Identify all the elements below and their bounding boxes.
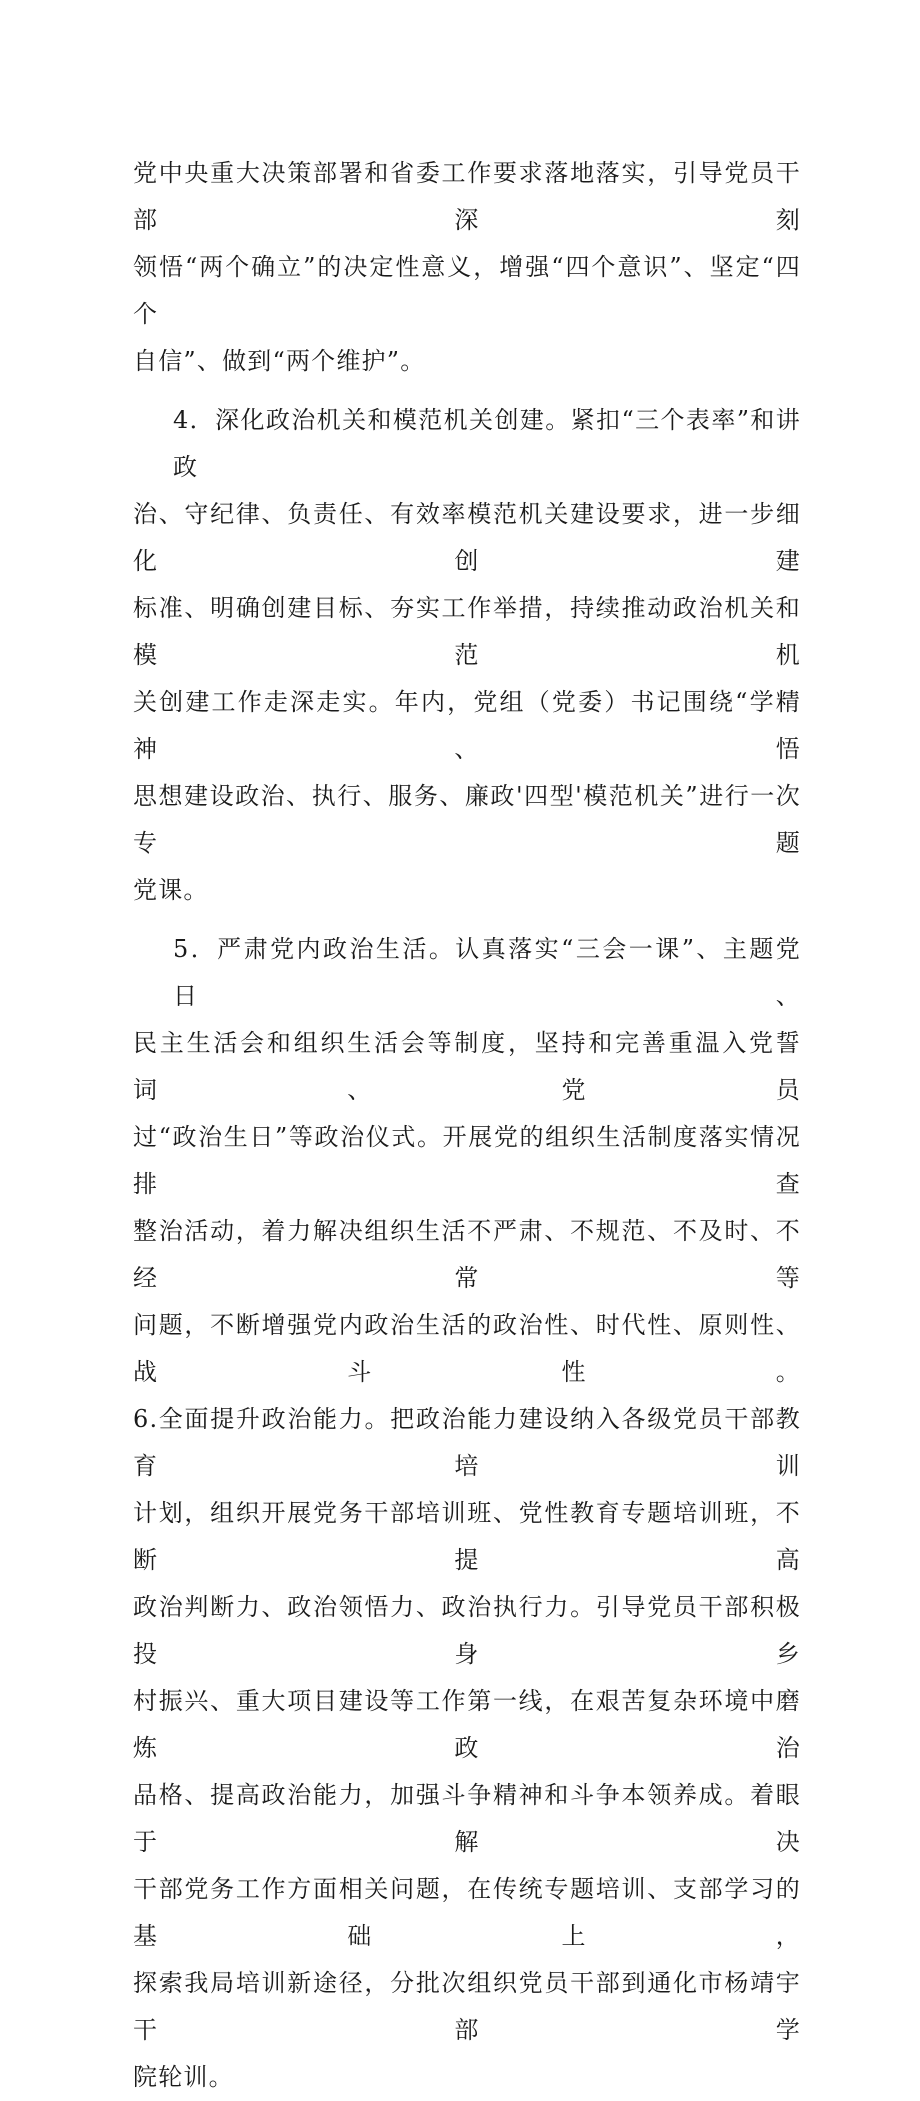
text-line: 领悟“两个确立”的决定性意义，增强“四个意识”、坚定“四个 xyxy=(133,253,801,328)
text-line: 4．深化政治机关和模范机关创建。紧扣“三个表率”和讲政 xyxy=(173,406,801,481)
text-line: 关创建工作走深走实。年内，党组（党委）书记围绕“学精神、悟 xyxy=(133,688,801,763)
text-line: 过“政治生日”等政治仪式。开展党的组织生活制度落实情况排查 xyxy=(133,1123,801,1198)
text-line: 6.全面提升政治能力。把政治能力建设纳入各级党员干部教育培训 xyxy=(133,1405,801,1480)
paragraph-1 xyxy=(133,150,801,385)
text-line: 品格、提高政治能力，加强斗争精神和斗争本领养成。着眼于解决 xyxy=(133,1781,801,1856)
paragraph-3 xyxy=(133,926,801,2101)
text-line: 5．严肃党内政治生活。认真落实“三会一课”、主题党日、 xyxy=(173,935,801,1010)
text-line: 村振兴、重大项目建设等工作第一线，在艰苦复杂环境中磨炼政治 xyxy=(133,1687,801,1762)
text-line: 整治活动，着力解决组织生活不严肃、不规范、不及时、不经常等 xyxy=(133,1217,801,1292)
text-line: 党中央重大决策部署和省委工作要求落地落实，引导党员干部深刻 xyxy=(133,159,801,234)
text-line: 治、守纪律、负责任、有效率模范机关建设要求，进一步细化创建 xyxy=(133,500,801,575)
text-line: 民主生活会和组织生活会等制度，坚持和完善重温入党誓词、党员 xyxy=(133,1029,801,1104)
text-line: 思想建设政治、执行、服务、廉政'四型'模范机关”进行一次专题 xyxy=(133,782,801,857)
text-line: 自信”、做到“两个维护”。 xyxy=(133,347,426,375)
paragraph-2 xyxy=(133,397,801,914)
text-line: 政治判断力、政治领悟力、政治执行力。引导党员干部积极投身乡 xyxy=(133,1593,801,1668)
text-line: 标准、明确创建目标、夯实工作举措，持续推动政治机关和模范机 xyxy=(133,594,801,669)
text-line: 党课。 xyxy=(133,876,209,904)
text-line: 干部党务工作方面相关问题，在传统专题培训、支部学习的基础上， xyxy=(133,1875,801,1950)
text-line: 院轮训。 xyxy=(133,2063,234,2091)
text-line: 计划，组织开展党务干部培训班、党性教育专题培训班，不断提高 xyxy=(133,1499,801,1574)
text-line: 问题，不断增强党内政治生活的政治性、时代性、原则性、战斗性。 xyxy=(133,1311,801,1386)
text-line: 探索我局培训新途径，分批次组织党员干部到通化市杨靖宇干部学 xyxy=(133,1969,801,2044)
document-page xyxy=(133,150,801,2101)
